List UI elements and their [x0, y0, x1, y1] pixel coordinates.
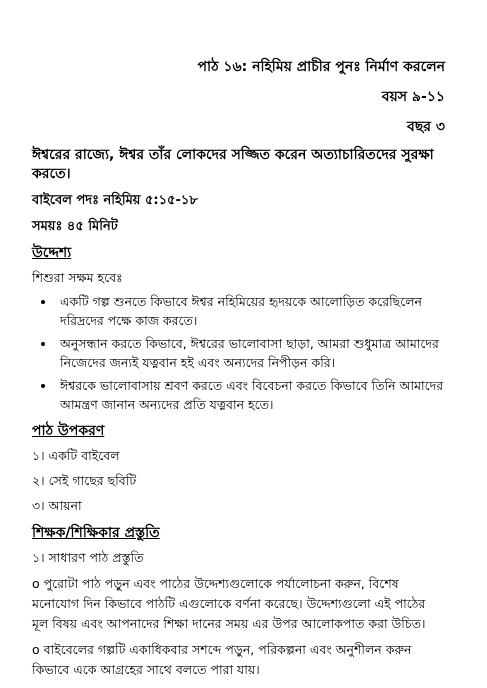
year-label: বছর ৩	[407, 119, 445, 135]
objective-item: • একটি গল্প শুনতে কিভাবে ঈশ্বর নহিমিয়ের হৃদয়কে আলোড়িত করেছিলেন দরিদ্রদের পক্ষে কাজ করতে।	[56, 292, 445, 330]
objectives-intro: শিশুরা সক্ষম হবেঃ	[32, 270, 123, 285]
objectives-list	[32, 292, 445, 414]
bible-passage: বাইবেল পদঃ নহিমিয় ৫:১৫-১৮	[32, 193, 198, 208]
objectives-heading: উদ্দেশ্য	[32, 245, 72, 261]
materials-heading: পাঠ উপকরণ	[32, 423, 105, 439]
preparation-paragraph: o বাইবেলের গল্পটি একাধিকবার সশব্দে পড়ুন, পরিকল্পনা এবং অনুশীলন করুন কিভাবে একে আগ্রহের সাথে বলতে পারা যায়।	[32, 642, 412, 677]
material-item: ২। সেই গাছের ছবিটি	[32, 473, 137, 488]
lesson-theme: ঈশ্বরের রাজ্যে, ঈশ্বর তাঁর লোকদের সজ্জিত করেন অত্যাচারিতদের সুরক্ষা করতে।	[32, 147, 434, 182]
material-item: ৩। আয়না	[32, 498, 82, 513]
lesson-duration: সময়ঃ ৪৫ মিনিট	[32, 219, 118, 234]
objective-item: • ঈশ্বরকে ভালোবাসায় শ্রবণ করতে এবং বিবেচনা করতে কিভাবে তিনি আমাদের আমন্ত্রণ জানান অন্যদের প্রতি যত্নবান হতে।	[56, 376, 445, 414]
preparation-subheading: ১। সাধারণ পাঠ প্রস্তুতি	[32, 550, 144, 565]
preparation-paragraph: o পুরোটা পাঠ পড়ুন এবং পাঠের উদ্দেশ্যগুলোকে পর্যালোচনা করুন, বিশেষ মনোযোগ দিন কিভাবে পাঠটি এগুলোকে বর্ণনা করেছে। উদ্দেশ্যগুলো এই পাঠের মূল বিষয় এবং আপনাদের শিক্ষা দানের সময় এর উপর আলোকপাত করা উচিত।	[32, 576, 426, 631]
age-range: বয়স ৯-১১	[381, 89, 445, 105]
lesson-title: পাঠ ১৬: নহিমিয় প্রাচীর পুনঃ নির্মাণ করলেন	[197, 59, 445, 75]
material-item: ১। একটি বাইবেল	[32, 448, 120, 463]
objective-item: • অনুসন্ধান করতে কিভাবে, ঈশ্বরের ভালোবাসা ছাড়া, আমরা শুধুমাত্র আমাদের নিজেদের জন্যই যত্নবান হই এবং অন্যদের নিপীড়ন করি।	[56, 334, 445, 372]
preparation-heading: শিক্ষক/শিক্ষিকার প্রস্তুতি	[32, 525, 160, 541]
